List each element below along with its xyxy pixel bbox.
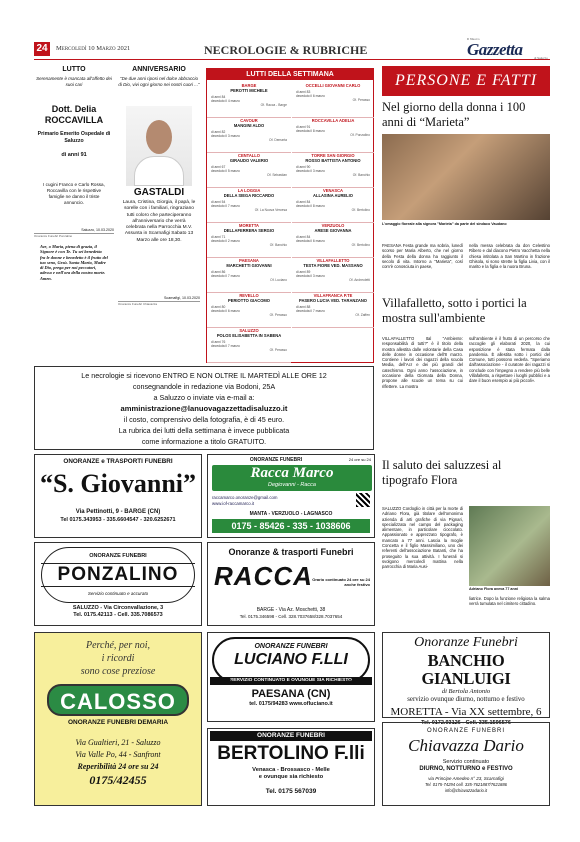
lutto-age: di anni 91	[61, 152, 87, 158]
ad-chiavazza[interactable]	[382, 722, 550, 806]
weekly-death-entry	[207, 258, 291, 293]
death-town-or-name: MORETTA	[239, 223, 259, 228]
lutto-name-last: ROCCAVILLA	[44, 115, 104, 125]
notice-line-3: a Saluzzo o inviate via e-mail a:	[153, 393, 255, 402]
weekly-death-entry	[292, 223, 374, 258]
ad-racca-tel: Tel. 0175.346598 - Cell. 328.7037658/328.7037654	[239, 614, 343, 619]
ad-chiavazza-top: ONORANZE FUNEBRI	[426, 728, 505, 734]
ad-banchio-service: servizio ovunque diurno, notturno e festivo	[407, 696, 525, 703]
anniversario-photo	[126, 106, 192, 186]
death-name: DELLA SIEGA RICCARDO	[223, 193, 275, 198]
lutto-prayer: Ave, o Maria, piena di grazia, il Signore è con Te. Tu sei benedetta fra le donne e benedetto è il frutto del tuo seno, Gesù. Santa Maria, Madre di Dio, prega per noi peccatori, adesso e nell'ora della nostra morte. Amen.	[40, 244, 108, 281]
death-age: di anni 90	[296, 165, 311, 169]
ad-banchio-addr: MORETTA - Via XX settembre, 6	[390, 706, 542, 718]
death-town-or-name: LA LOGGIA	[237, 188, 261, 193]
article-3-photo	[469, 506, 550, 586]
ad-san-giovanni-addr: Via Pettinotti, 9 - BARGE (CN)	[75, 509, 161, 515]
death-name: ALLASINA AURELIO	[313, 193, 353, 198]
death-name: PASERO LUCIA VED. TARANZANO	[299, 298, 367, 303]
death-name: MANGINI ALDO	[233, 123, 265, 128]
ad-ponzalino-addr: SALUZZO - Via Circonvallazione, 3	[72, 605, 164, 611]
death-agency: Of. Bertolino	[351, 243, 370, 247]
lutto-place-date: Saluzzo, 10.03.2020	[81, 228, 114, 232]
death-town-or-name: VILLAFALLETTO	[316, 258, 350, 263]
weekly-death-entry	[207, 153, 291, 188]
notice-line-2: consegnandole in redazione via Bodoni, 25A	[132, 382, 276, 391]
death-town-or-name: SALUZZO	[239, 328, 259, 333]
death-name: DELLAFERRERA SERGIO	[223, 228, 275, 233]
death-agency: Of. La Nuova Vercesa	[254, 208, 287, 212]
ad-racca-marco-top: ONORANZE FUNEBRI	[249, 457, 303, 463]
death-date: deceduto il 2 marzo	[211, 239, 240, 243]
issue-date: Mercoledì 10 Marzo 2021	[56, 45, 131, 52]
ad-banchio[interactable]	[382, 632, 550, 726]
death-name: MARCHETTI GIOVANNI	[226, 263, 272, 268]
death-age: di anni 82	[211, 130, 226, 134]
anniversario-name-last: GASTALDI	[133, 187, 185, 198]
death-agency: Of. Perasso	[269, 313, 287, 317]
weekly-death-entry	[292, 188, 374, 223]
death-date: deceduta il 8 marzo	[296, 129, 325, 133]
lutto-heading: LUTTO	[62, 66, 86, 73]
lutto-thanks: I cugini Franco e Carlo Rossa, Roccavilla con le rispettive famiglie ne danno il triste annuncio.	[43, 182, 105, 205]
article-2-col-2: sull'ambiente è il frutto di un percorso che raccoglie gli elaborati 2020, la cui esposizione è stata fermata dalla pandemia. È allestita sotto i portici del Comune, tutti possono vederla. "Speriamo dall'associazione - il curatore dei ragazzi si conclude con l'impegno a rendere più belle Villafalletto, a rispettare i luoghi pubblici e a dare il buon esempio ai più piccoli».	[469, 336, 550, 384]
death-date: deceduto il 8 marzo	[296, 204, 325, 208]
death-date: deceduto il 7 marzo	[211, 204, 240, 208]
death-town-or-name: CENTALLO	[238, 153, 260, 158]
ad-racca-name: RACCA	[214, 561, 313, 591]
obituary-lutto	[34, 64, 114, 382]
article-3-col-2: liatrice. Dopo la funzione religiosa la salma verrà tumulata nel cimitero cittadino.	[469, 596, 550, 607]
weekly-death-entry	[292, 258, 374, 293]
ad-ponzalino-top: ONORANZE FUNEBRI	[89, 553, 147, 559]
anniversario-heading: ANNIVERSARIO	[132, 66, 186, 73]
ad-racca-marco-tel: 0175 - 85426 - 335 - 1038606	[212, 519, 370, 533]
ad-banchio-tel: Tel. 0172.93126 - Cell. 335.1596576	[421, 720, 511, 726]
death-age: di anni 54	[211, 200, 226, 204]
weekly-death-entry	[292, 83, 374, 118]
ad-calosso-avail: Reperibilità 24 ore su 24	[77, 762, 159, 771]
weekly-death-entry	[207, 328, 291, 363]
anniversario-quote: "De due anni riposi nel dolce abbraccio di Dio, vivi ogni giorno nei nostri cuori ..."	[118, 76, 200, 87]
ad-luciano-tel: tel. 0175/94283 www.ofluciano.it	[249, 701, 333, 707]
death-town-or-name: VERZUOLO	[321, 223, 345, 228]
death-date: deceduto il 6 marzo	[211, 309, 240, 313]
death-age: di anni 84	[296, 235, 311, 239]
ad-san-giovanni[interactable]	[34, 454, 202, 538]
ad-san-giovanni-top: ONORANZE e TRASPORTI FUNEBRI	[63, 458, 173, 465]
qr-code-icon	[356, 493, 370, 507]
ad-bertolino-name: BERTOLINO F.lli	[217, 743, 365, 764]
ad-bertolino-top: ONORANZE FUNEBRI	[210, 731, 372, 741]
article-2-title: Villafalletto, sotto i portici la mostra sull'ambiente	[382, 296, 527, 325]
death-town-or-name: TORRE SAN GIORGIO	[311, 153, 355, 158]
notice-line-5: il costo, comprensivo della fotografia, è di 45 euro.	[123, 415, 285, 424]
ad-bertolino-tel: Tel. 0175 567039	[265, 788, 317, 795]
notice-line-7: come informazione a titolo GRATUITO.	[141, 437, 267, 446]
ad-bertolino-towns: Venasca - Brossasco - Melle	[252, 767, 330, 773]
ad-racca-marco[interactable]	[207, 454, 375, 538]
ad-racca-addr: BARGE - Via Az. Moschetti, 38	[256, 607, 326, 613]
ad-calosso-line-2: i ricordi	[101, 653, 135, 664]
section-title: NECROLOGIE & RUBRICHE	[204, 43, 368, 57]
ad-racca[interactable]	[207, 542, 375, 626]
death-name: PEROTTI MICHELE	[230, 88, 268, 93]
weekly-death-entry	[292, 293, 374, 328]
ad-racca-marco-towns: MANTA - VERZUOLO - LAGNASCO	[249, 511, 333, 517]
death-agency: Of. Bertolino	[351, 208, 370, 212]
ad-racca-service: Orario continuato 24 ore su 24 anche festivo	[312, 577, 370, 587]
death-age: di anni 91	[296, 125, 311, 129]
death-date: deceduta il 6 marzo	[296, 239, 325, 243]
ad-bertolino[interactable]	[207, 728, 375, 806]
ad-racca-marco-web[interactable]: www.iof-raccamarco.it	[212, 501, 255, 506]
weekly-deaths-heading: LUTTI DELLA SETTIMANA	[207, 69, 373, 80]
death-age: di anni 71	[211, 235, 226, 239]
notice-line-1: Le necrologie si ricevono ENTRO E NON OLTRE IL MARTEDÌ ALLE ORE 12	[81, 371, 327, 380]
ad-calosso-name: CALOSSO	[47, 684, 189, 716]
weekly-death-entry	[207, 293, 291, 328]
newspaper-logo: Gazzetta	[467, 40, 523, 59]
article-3-col-1: SALUZZO Cordoglio in città per la morte di Adriano Flora, già titolare dell'omonima azienda di arti grafiche di via Pignari, specializzata nel campo del packaging alimentare, in particolare cioccolato. Appassionato e apprezzato tipografo, è mancato a 77 anni. Lascia la moglie Concetta e il figlio Massimiliano, uno dei referenti dell'associazione Batanti, che ha proseguito la sua attività. I funerali si svolgono mercoledì mattina nella parrocchia di Maria Ausi-	[382, 506, 463, 570]
article-1-col-1: PAESANA Festa grande ma sobria, lunedì scorso per Maria Alberto, che nel giorno della Festa della donna ha raggiunto il secolo di vita. Intorno a "Marieta", così com'è conosciuta in paese,	[382, 243, 463, 270]
death-agency: Of. Perasso	[269, 348, 287, 352]
ad-ponzalino[interactable]	[34, 542, 202, 626]
ad-banchio-name: BANCHIO GIANLUIGI	[421, 651, 511, 688]
ad-san-giovanni-name: “S. Giovanni”	[39, 469, 197, 498]
death-agency: Of. Perasso	[352, 98, 370, 102]
death-agency: Of. Banchio	[269, 243, 287, 247]
ad-luciano[interactable]	[207, 632, 375, 722]
death-agency: Of. Zaffen	[355, 313, 370, 317]
notice-line-6: La rubrica dei lutti della settimana è invece pubblicata	[118, 426, 290, 435]
death-agency: Of. Racca - Barge	[260, 103, 287, 107]
weekly-death-entry	[207, 188, 291, 223]
ad-ponzalino-name: PONZALINO	[41, 563, 195, 587]
death-age: di anni 84	[296, 200, 311, 204]
article-2-col-1: VILLAFALLETTO Ital "Ambiente: responsabilità di tutti?" è il titolo della mostra allestita dalle volontarie della Casa delle donne in occasione dell'8 marzo. Contiene i lavori dei ragazzi della scuola Media, dell'Acr e dei più grandi del catechismo. Ogni anno l'associazione, in occasione della Giornata della Donna, propone alle scuole un tema su cui riflettere. La mostra	[382, 336, 463, 389]
ad-chiavazza-tel: Tel. 0175-74294 cell. 335-7621887/7621886	[424, 782, 508, 787]
weekly-deaths-right	[292, 83, 374, 328]
ad-chiavazza-name: Chiavazza Dario	[408, 736, 524, 755]
ad-racca-marco-sub: Degiovanni - Racca	[268, 482, 316, 488]
weekly-death-entry	[292, 118, 374, 153]
death-name: POLOS ELISABETTA IN SABENA	[216, 333, 282, 338]
weekly-death-entry	[207, 83, 291, 118]
death-age: di anni 88	[296, 305, 311, 309]
ad-calosso-addr-1: Via Gualtieri, 21 - Saluzzo	[75, 738, 161, 747]
death-date: deceduto il 5 marzo	[211, 169, 240, 173]
ad-luciano-name: LUCIANO F.LLI	[234, 651, 348, 668]
death-town-or-name: CAVOUR	[240, 118, 258, 123]
logo-sub: di Saluzzo	[534, 56, 548, 60]
persone-e-fatti-column	[382, 66, 550, 630]
death-agency: Of. Ponzalino	[350, 133, 370, 137]
article-1-photo	[382, 134, 550, 220]
ad-racca-marco-name: Racca Marco	[250, 465, 334, 481]
weekly-deaths-box	[206, 68, 374, 363]
ad-luciano-service: SERVIZIO CONTINUATO E OVUNQUE SIA RICHIESTO	[210, 677, 372, 685]
ad-banchio-script: Onoranze Funebri	[414, 635, 518, 650]
notice-email[interactable]: amministrazione@lanuovagazzettadisaluzzo.it	[120, 404, 288, 413]
death-date: deceduto il 7 marzo	[211, 274, 240, 278]
death-town-or-name: ROCCAVILLA ADELIA	[311, 118, 355, 123]
ad-chiavazza-service-2: DIURNO, NOTTURNO e FESTIVO	[419, 766, 513, 772]
article-1-col-2: nella messa celebrata da don Celestino Ribero e dal diacono Pietro Vacchetta nella chiesa intitolata a San Martino in frazione Ghisola, si sono strette la figlia Livia, con il marito e la figlia e la nuora Bruna.	[469, 243, 550, 270]
death-name: TESTA FIORE VED. MASSANO	[303, 263, 363, 268]
death-age: di anni 67	[211, 165, 226, 169]
death-date: deceduto il 3 marzo	[296, 169, 325, 173]
death-name: ROSSO BATTISTA ANTONIO	[305, 158, 361, 163]
lutto-agency: Onoranze Funebri Ponzalino	[34, 233, 114, 238]
death-town-or-name: PAESANA	[239, 258, 259, 263]
page-number: 24	[34, 42, 50, 56]
anniversario-place-date: Scarnafigi, 10.03.2020	[164, 296, 200, 301]
death-agency: Of. Luciano	[270, 278, 287, 282]
death-date: deceduto il 3 marzo	[211, 134, 240, 138]
ad-chiavazza-service-1: Servizio continuato	[442, 759, 490, 765]
submission-notice	[34, 366, 374, 450]
article-3-title: Il saluto dei saluzzesi al tipografo Flora	[382, 458, 502, 487]
death-agency: Of. Demarta	[269, 138, 287, 142]
lutto-name-first: Dott. Delia	[51, 104, 97, 114]
ad-luciano-town: PAESANA (CN)	[251, 688, 331, 700]
death-agency: Of. Sebastian	[267, 173, 287, 177]
weekly-death-entry	[207, 118, 291, 153]
ad-calosso-sub: ONORANZE FUNEBRI DEMARIA	[67, 719, 169, 726]
obituary-anniversario	[118, 64, 200, 382]
ad-calosso-tel: 0175/42455	[89, 773, 147, 787]
page-header	[34, 37, 550, 60]
article-1-title: Nel giorno della donna i 100 anni di “Marieta”	[382, 100, 526, 129]
death-date: deceduta il 3 marzo	[296, 274, 325, 278]
ad-bertolino-service: e ovunque sia richiesto	[258, 774, 324, 780]
weekly-death-entry	[207, 223, 291, 258]
ad-racca-marco-email[interactable]: raccamarco.onoranze@gmail.com	[212, 495, 278, 500]
lutto-intro: Serenamente è mancata all'affetto dei suoi cari	[36, 76, 112, 87]
anniversario-text: Laura, Cristina, Giorgia, il papà, le sorelle con i familiari, ringraziano tutti coloro che parteciperanno all'anniversario che verrà celebrata nella Parrocchia M.V. Assunta in Scarnafigi Sabato 13 Marzo alle ore 18,30.	[122, 200, 196, 243]
death-town-or-name: OCCELLI GIOVANNI CARLO	[305, 83, 361, 88]
ad-calosso-line-3: sono cose preziose	[80, 666, 156, 677]
death-age: di anni 86	[211, 270, 226, 274]
ad-san-giovanni-tel: Tel 0175.343953 - 335.6604547 - 320.6252671	[60, 517, 176, 523]
death-agency: Of. Andreoletti	[349, 278, 370, 282]
death-date: deceduto il 4 marzo	[211, 99, 240, 103]
ad-calosso[interactable]	[34, 632, 202, 806]
ad-ponzalino-tel: Tel. 0175.42113 - Cell. 335.7086573	[73, 612, 163, 618]
ad-ponzalino-tag: Servizio continuato e accurato	[87, 591, 149, 596]
death-agency: Of. Banchio	[352, 173, 370, 177]
death-age: di anni 89	[296, 270, 311, 274]
death-name: ARESE GIOVANNA	[314, 228, 352, 233]
death-age: di anni 80	[211, 305, 226, 309]
ad-chiavazza-addr: via Principe Amedeo n° 23, Scarnafigi	[428, 776, 504, 781]
article-1-caption: L'omaggio floreale alla signora "Marieta" da parte del sindaco Vaudano	[382, 222, 507, 226]
death-town-or-name: VILLAFRANCA P.TE	[313, 293, 353, 298]
death-age: di anni 84	[211, 95, 226, 99]
death-town-or-name: REVELLO	[239, 293, 259, 298]
death-name: GIRAUDO VALERIO	[229, 158, 269, 163]
death-town-or-name: VENASCA	[322, 188, 344, 193]
weekly-death-entry	[292, 153, 374, 188]
death-town-or-name: BARGE	[241, 83, 257, 88]
death-age: di anni 83	[296, 90, 311, 94]
lutto-role: Primario Emerito Ospedale di Saluzzo	[37, 131, 111, 144]
ad-banchio-owner: di Bertola Antonio	[441, 688, 491, 695]
ad-calosso-line-1: Perché, per noi,	[85, 640, 151, 651]
logo-small: Il Nuovo	[467, 37, 480, 41]
ad-chiavazza-email[interactable]: info@chiavazzadario.it	[444, 788, 488, 793]
death-age: di anni 76	[211, 340, 226, 344]
death-date: deceduta il 7 marzo	[296, 309, 325, 313]
death-name: PERIOTTO GIACOMO	[227, 298, 270, 303]
ad-racca-marco-banner	[212, 465, 372, 491]
weekly-deaths-left	[207, 83, 291, 363]
ad-calosso-addr-2: Via Valle Po, 44 - Sanfront	[75, 750, 161, 759]
article-3-caption: Adriano Flora aveva 77 anni	[469, 587, 518, 591]
ad-racca-title: Onoranze & trasporti Funebri	[228, 547, 354, 557]
anniversario-agency: Onoranze Funebri Chiavazza	[118, 301, 200, 306]
ad-luciano-top: ONORANZE FUNEBRI	[254, 643, 328, 650]
death-date: deceduta il 7 marzo	[211, 344, 240, 348]
ad-racca-marco-badge: 24 ore su 24	[348, 457, 371, 462]
death-date: deceduto il 6 marzo	[296, 94, 325, 98]
rubrica-banner: PERSONE E FATTI	[382, 66, 550, 96]
